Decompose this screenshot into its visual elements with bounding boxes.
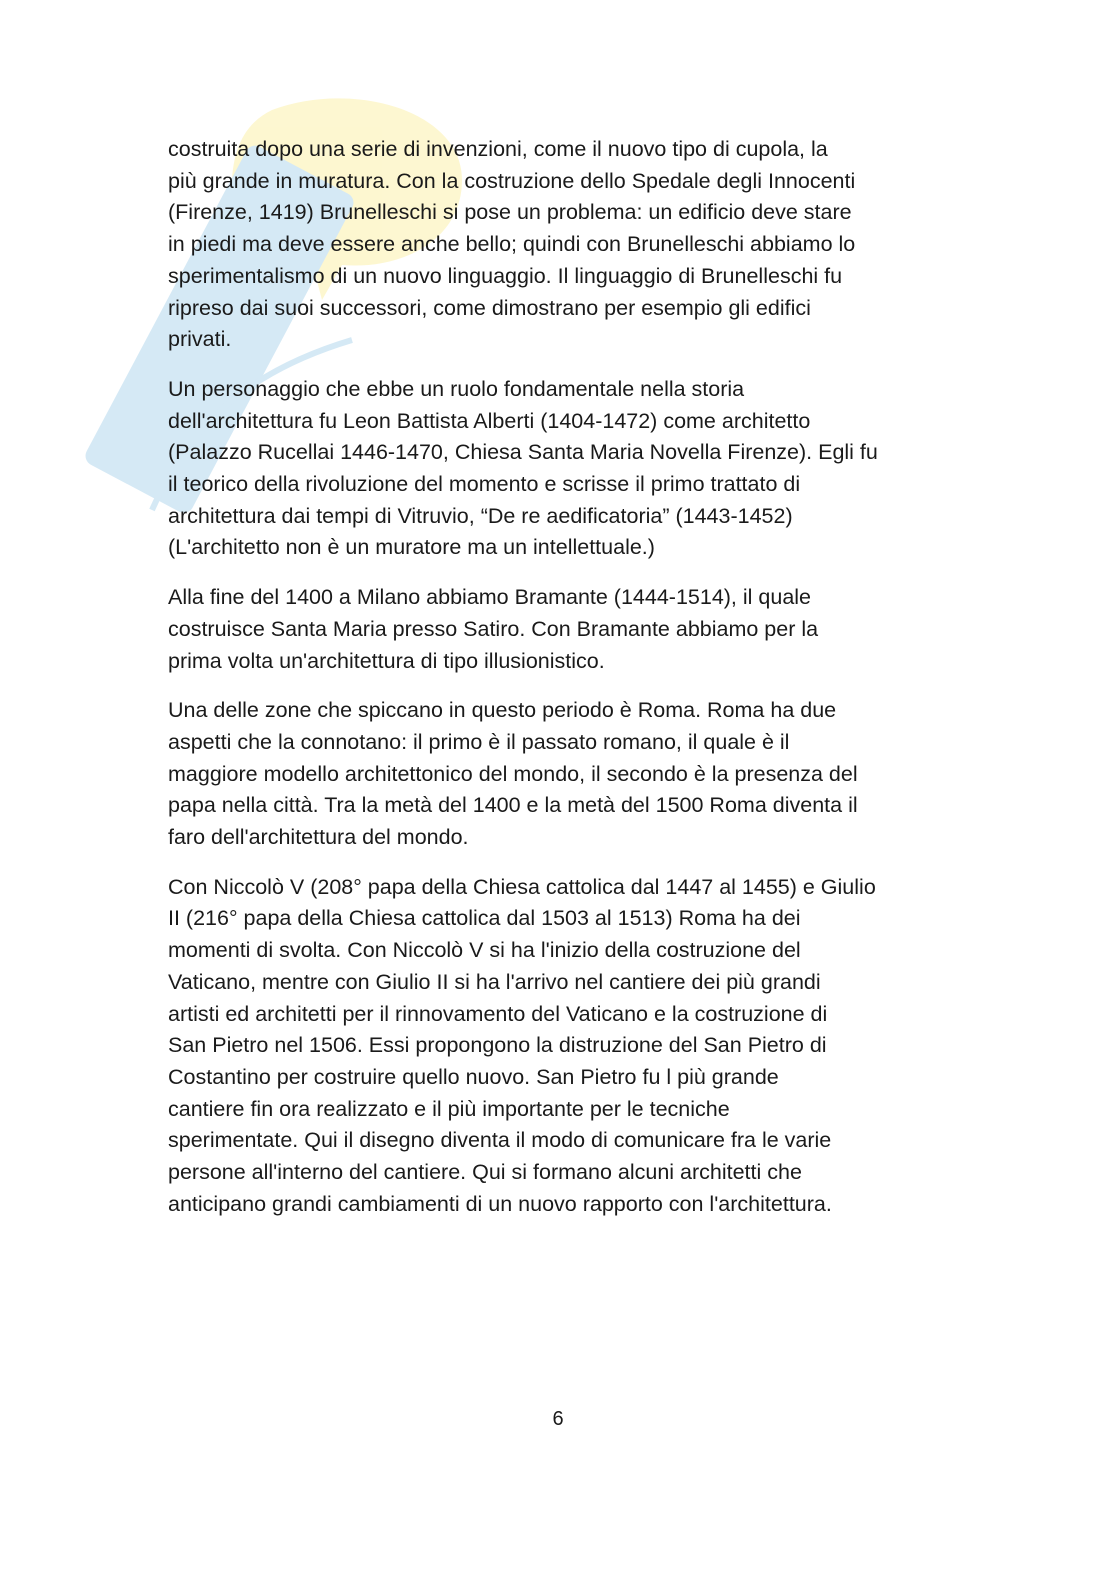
paragraph: Un personaggio che ebbe un ruolo fondamentale nella storia dell'architettura fu Leon Battista Alberti (1404-1472) come architetto (Palazzo Rucellai 1446-1470, Chiesa Santa Maria Novella Firenze). Egli fu il teorico della rivoluzione del momento e scrisse il primo trattato di architettura dai tempi di Vitruvio, “De re aedificatoria” (1443-1452) (L'architetto non è un muratore ma un intellettuale.) xyxy=(168,376,878,560)
paragraph: Con Niccolò V (208° papa della Chiesa cattolica dal 1447 al 1455) e Giulio II (216° papa della Chiesa cattolica dal 1503 al 1513) Roma ha dei momenti di svolta. Con Niccolò V si ha l'inizio della costruzione del Vaticano, mentre con Giulio II si ha l'arrivo nel cantiere dei più grandi artisti ed architetti per il rinnovamento del Vaticano e la costruzione di San Pietro nel 1506. Essi propongono la distruzione del San Pietro di Costantino per costruire quello nuovo. San Pietro fu l più grande cantiere fin ora realizzato e il più importante per le tecniche sperimentate. Qui il disegno diventa il modo di comunicare fra le varie persone all'interno del cantiere. Qui si formano alcuni architetti che anticipano grandi cambiamenti di un nuovo rapporto con l'architettura. xyxy=(168,874,876,1216)
body-text xyxy=(168,134,953,1239)
paragraph: costruita dopo una serie di invenzioni, come il nuovo tipo di cupola, la più grande in muratura. Con la costruzione dello Spedale degli Innocenti (Firenze, 1419) Brunelleschi si pose un problema: un edificio deve stare in piedi ma deve essere anche bello; quindi con Brunelleschi abbiamo lo sperimentalismo di un nuovo linguaggio. Il linguaggio di Brunelleschi fu ripreso dai suoi successori, come dimostrano per esempio gli edifici privati. xyxy=(168,137,856,352)
paragraph: Una delle zone che spiccano in questo periodo è Roma. Roma ha due aspetti che la connotano: il primo è il passato romano, il quale è il maggiore modello architettonico del mondo, il secondo è la presenza del papa nella città. Tra la metà del 1400 e la metà del 1500 Roma diventa il faro dell'architettura del mondo. xyxy=(168,698,858,850)
paragraph: Alla fine del 1400 a Milano abbiamo Bramante (1444-1514), il quale costruisce Santa Maria presso Satiro. Con Bramante abbiamo per la prima volta un'architettura di tipo illusionistico. xyxy=(168,585,819,673)
page-number: 6 xyxy=(552,1408,564,1430)
